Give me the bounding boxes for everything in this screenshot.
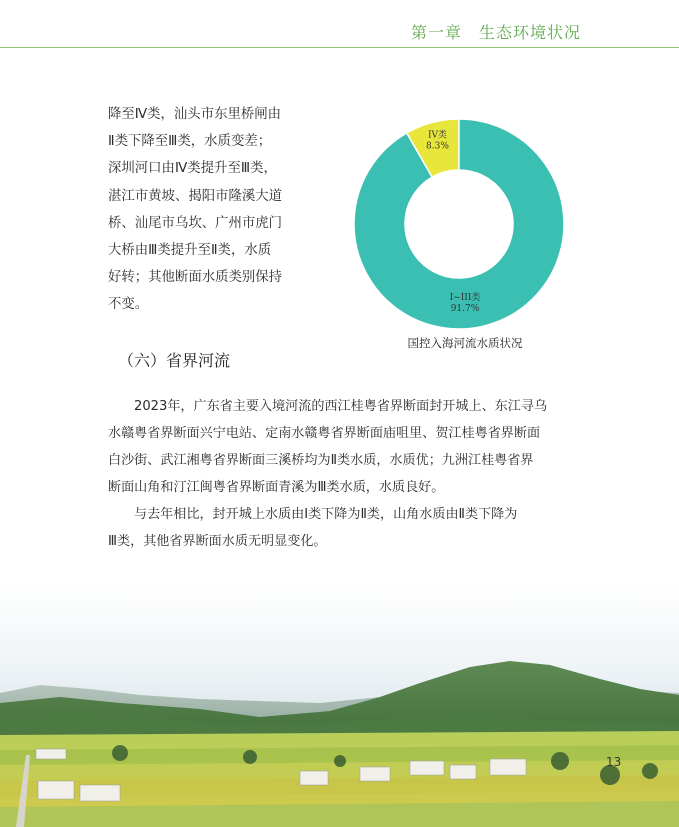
- paragraph-line: 湛江市黄坡、揭阳市隆溪大道: [108, 188, 283, 204]
- slice-iv-label: IV类: [427, 130, 448, 141]
- paragraph-line: 桥、汕尾市乌坎、广州市虎门: [108, 215, 283, 231]
- left-paragraph: [108, 101, 313, 319]
- paragraph-line: 2023年，广东省主要入境河流的西江桂粤省界断面封开城上、东江寻乌: [134, 399, 548, 414]
- header-divider: [0, 47, 679, 48]
- chapter-title: 第一章 生态环境状况: [410, 23, 581, 42]
- slice-i-iii-label: I~III类: [449, 293, 481, 303]
- paragraph-line: Ⅲ类，其他省界断面水质无明显变化。: [108, 534, 327, 549]
- paragraph-line: 好转；其他断面水质类别保持: [108, 270, 283, 286]
- paragraph-line: 与去年相比，封开城上水质由Ⅰ类下降为Ⅱ类，山角水质由Ⅱ类下降为: [134, 507, 518, 522]
- chart-caption: 国控入海河流水质状况: [407, 336, 523, 350]
- rural-landscape-image: [0, 585, 679, 827]
- slice-iv-value: 8.3%: [426, 141, 449, 152]
- paragraph-line: 水赣粤省界断面兴宁电站、定南水赣粤省界断面庙咀里、贺江桂粤省界断面: [108, 426, 541, 441]
- paragraph-line: 深圳河口由Ⅳ类提升至Ⅲ类，: [108, 161, 277, 177]
- paragraph-line: 降至Ⅳ类，汕头市东里桥闸由: [108, 107, 282, 122]
- paragraph-line: 白沙街、武江湘粤省界断面三溪桥均为Ⅱ类水质，水质优；九洲江桂粤省界: [108, 453, 534, 468]
- body-paragraph-1: [108, 393, 578, 501]
- paragraph-line: 断面山角和汀江闽粤省界断面青溪为Ⅲ类水质，水质良好。: [108, 480, 445, 495]
- slice-i-iii-value: 91.7%: [450, 304, 480, 314]
- paragraph-line: 不变。: [108, 297, 149, 313]
- paragraph-line: 大桥由Ⅲ类提升至Ⅱ类，水质: [108, 243, 272, 259]
- donut-chart-svg: [352, 117, 566, 331]
- page-number: 13: [606, 755, 622, 769]
- donut-chart: [352, 117, 566, 331]
- paragraph-line: Ⅱ类下降至Ⅲ类，水质变差；: [108, 134, 272, 150]
- landscape-photo: [0, 585, 679, 827]
- section-heading: （六）省界河流: [118, 351, 231, 370]
- body-paragraph-2: [108, 501, 578, 555]
